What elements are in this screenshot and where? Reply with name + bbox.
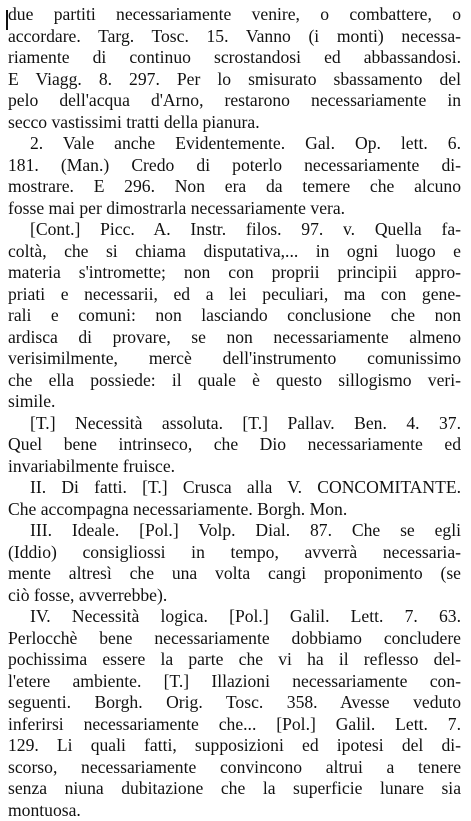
text-line: scorso, necessariamente convincono altrui a tenere — [8, 757, 461, 779]
text-line: invariabilmente fruisce. — [8, 456, 461, 478]
text-line: seguenti. Borgh. Orig. Tosc. 358. Avesse veduto — [8, 692, 461, 714]
column-rule — [6, 10, 8, 30]
text-line: II. Di fatti. [T.] Crusca alla V. CONCOMITANTE. — [8, 477, 461, 499]
entry-paragraph — [8, 520, 461, 606]
text-line: simile. — [8, 391, 461, 413]
text-line: riamente di continuo scrostandosi ed abbassandosi. — [8, 47, 461, 69]
text-line: Perlocchè bene necessariamente dobbiamo concludere — [8, 628, 461, 650]
text-line: rali e comuni: non lasciando conclusione che non — [8, 305, 461, 327]
entry-paragraph — [8, 133, 461, 219]
text-line: accordare. Targ. Tosc. 15. Vanno (i monti) necessa- — [8, 26, 461, 48]
text-line: Che accompagna necessariamente. Borgh. Mon. — [8, 499, 461, 521]
text-line: ardisca di provare, se non necessariamente almeno — [8, 327, 461, 349]
entry-paragraph — [8, 219, 461, 413]
text-line: III. Ideale. [Pol.] Volp. Dial. 87. Che se egli — [8, 520, 461, 542]
dictionary-entry — [8, 4, 461, 821]
text-line: 2. Vale anche Evidentemente. Gal. Op. lett. 6. — [8, 133, 461, 155]
text-line: secco vastissimi tratti della pianura. — [8, 112, 461, 134]
text-line: due partiti necessariamente venire, o combattere, o — [8, 4, 461, 26]
text-line: fosse mai per dimostrarla necessariamente vera. — [8, 198, 461, 220]
text-line: che ella possiede: il quale è questo sillogismo veri- — [8, 370, 461, 392]
entry-paragraph — [8, 413, 461, 478]
text-line: mente altresì che una volta cangi proponimento (se — [8, 563, 461, 585]
text-line: coltà, che si chiama disputativa,... in ogni luogo e — [8, 241, 461, 263]
text-line: 181. (Man.) Credo di poterlo necessariamente di- — [8, 155, 461, 177]
text-line: senza niuna dubitazione che la superficie lunare sia — [8, 778, 461, 800]
text-line: l'etere ambiente. [T.] Illazioni necessariamente con- — [8, 671, 461, 693]
text-line: 129. Li quali fatti, supposizioni ed ipotesi del di- — [8, 735, 461, 757]
text-line: pochissima essere la parte che vi ha il reflesso del- — [8, 649, 461, 671]
text-line: IV. Necessità logica. [Pol.] Galil. Lett. 7. 63. — [8, 606, 461, 628]
text-line: [Cont.] Picc. A. Instr. filos. 97. v. Quella fa- — [8, 219, 461, 241]
text-line: priati e necessarii, ed a lei peculiari, ma con gene- — [8, 284, 461, 306]
text-line: Quel bene intrinseco, che Dio necessariamente ed — [8, 434, 461, 456]
text-line: verisimilmente, mercè dell'instrumento comunissimo — [8, 348, 461, 370]
text-line: inferirsi necessariamente che... [Pol.] Galil. Lett. 7. — [8, 714, 461, 736]
text-line: montuosa. — [8, 800, 461, 821]
entry-paragraph — [8, 4, 461, 133]
text-line: ciò fosse, avverrebbe). — [8, 585, 461, 607]
text-line: mostrare. E 296. Non era da temere che alcuno — [8, 176, 461, 198]
text-line: pelo dell'acqua d'Arno, restarono necessariamente in — [8, 90, 461, 112]
text-line: E Viagg. 8. 297. Per lo smisurato sbassamento del — [8, 69, 461, 91]
text-line: (Iddio) consigliossi in tempo, avverrà necessaria- — [8, 542, 461, 564]
text-line: [T.] Necessità assoluta. [T.] Pallav. Ben. 4. 37. — [8, 413, 461, 435]
entry-paragraph — [8, 606, 461, 821]
entry-paragraph — [8, 477, 461, 520]
text-line: materia s'intromette; non con proprii principii appro- — [8, 262, 461, 284]
